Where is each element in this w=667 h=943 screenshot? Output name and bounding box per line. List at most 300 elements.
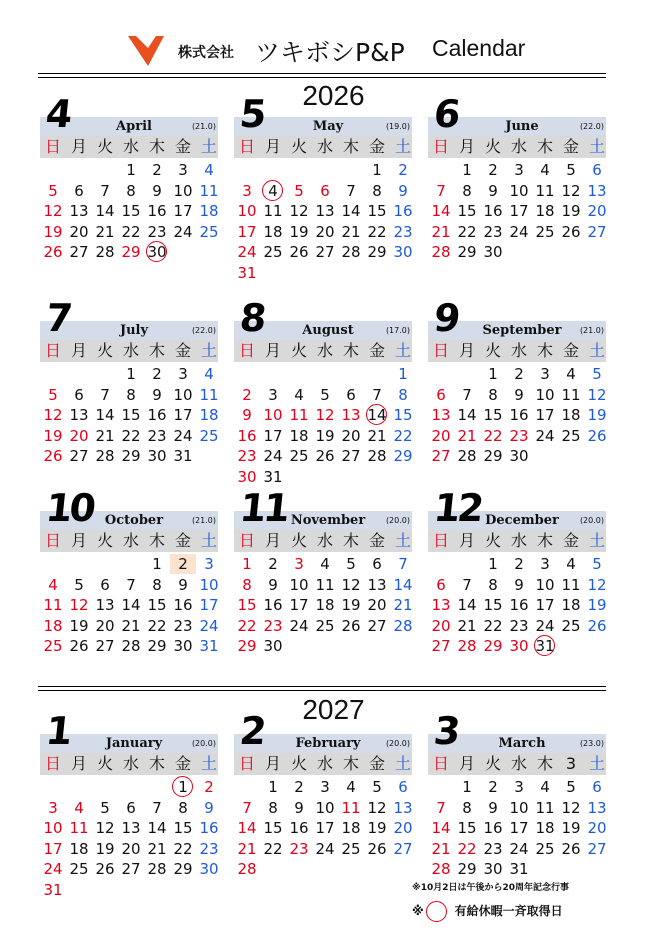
weekday-label: 土 (394, 137, 411, 156)
day-cell: 3 (540, 365, 550, 383)
day-cell: 23 (289, 839, 309, 858)
weekday-header (40, 340, 218, 362)
day-cell: 10 (263, 406, 283, 424)
brand-name: ツキボシP&P (255, 38, 405, 67)
weekday-label: 月 (458, 531, 475, 550)
day-cell: 21 (95, 426, 115, 445)
day-cell: 26 (289, 243, 309, 261)
day-cell: 22 (393, 426, 413, 445)
day-cell: 12 (367, 798, 387, 817)
day-cell: 16 (509, 596, 529, 614)
day-cell: 12 (289, 202, 309, 220)
weekday-label: 火 (290, 531, 307, 550)
day-cell: 22 (367, 222, 387, 241)
day-cell: 20 (393, 819, 413, 837)
weekday-label: 日 (432, 754, 449, 773)
day-cell: 8 (126, 181, 136, 200)
day-cell: 2 (294, 778, 304, 796)
day-cell: 16 (509, 406, 529, 424)
day-cell: 13 (393, 798, 413, 817)
weekday-label: 土 (588, 341, 605, 360)
month-april (40, 92, 228, 297)
day-cell: 14 (237, 819, 257, 837)
day-cell: 23 (199, 839, 219, 858)
working-days: (20.0) (579, 516, 604, 525)
weekday-label: 月 (70, 341, 87, 360)
day-cell: 28 (341, 243, 361, 261)
day-cell: 26 (561, 222, 581, 241)
day-cell: 7 (436, 181, 446, 200)
note-paid-leave-text: 有給休暇一斉取得日 (454, 904, 563, 918)
day-cell: 20 (587, 202, 607, 220)
month-number: 10 (43, 486, 96, 530)
day-cell: 17 (199, 596, 219, 614)
day-cell: 5 (372, 778, 382, 796)
day-cell: 2 (152, 161, 162, 179)
day-cell: 28 (147, 860, 167, 878)
day-cell: 19 (587, 596, 607, 614)
day-cell: 7 (398, 555, 408, 573)
weekday-label: 水 (316, 137, 333, 156)
weekday-label: 金 (174, 531, 191, 550)
weekday-label: 月 (70, 137, 87, 156)
day-cell: 11 (535, 181, 555, 200)
day-cell: 20 (315, 222, 335, 241)
weekday-label: 土 (200, 137, 217, 156)
note-mark: ※ (412, 904, 424, 918)
month-number: 8 (237, 296, 266, 340)
day-cell: 29 (173, 860, 193, 878)
day-cell: 14 (431, 202, 451, 220)
weekday-label: 金 (368, 531, 385, 550)
day-cell: 3 (514, 161, 524, 179)
weekday-label: 日 (238, 341, 255, 360)
weekday-label: 土 (200, 754, 217, 773)
day-cell: 31 (173, 447, 193, 465)
weekday-label: 月 (70, 531, 87, 550)
day-cell: 16 (173, 596, 193, 614)
day-cell: 26 (561, 839, 581, 858)
day-cell: 21 (457, 426, 477, 445)
day-cell: 23 (147, 222, 167, 241)
day-cell: 16 (393, 202, 413, 220)
day-cell: 14 (95, 406, 115, 424)
day-cell: 30 (199, 860, 219, 878)
day-cell: 19 (587, 406, 607, 424)
day-cell: 1 (462, 161, 472, 179)
day-cell: 14 (393, 575, 413, 594)
day-cell: 8 (268, 798, 278, 817)
day-cell: 3 (178, 161, 188, 179)
day-cell: 4 (566, 365, 576, 383)
working-days: (20.0) (191, 739, 216, 748)
weekday-label: 土 (394, 531, 411, 550)
month-june (428, 92, 616, 297)
month-name: July (119, 323, 149, 338)
weekday-label: 水 (510, 137, 527, 156)
month-name: March (498, 736, 546, 751)
day-cell: 7 (462, 385, 472, 404)
day-cell: 9 (294, 798, 304, 817)
paid-leave-circle (146, 241, 167, 262)
month-name: January (105, 736, 163, 751)
day-cell: 6 (100, 575, 110, 594)
company-prefix: 株式会社 (178, 45, 234, 61)
day-cell: 8 (178, 798, 188, 817)
day-cell: 17 (173, 406, 193, 424)
day-cell: 7 (152, 798, 162, 817)
day-cell: 22 (121, 222, 141, 241)
day-cell: 11 (341, 798, 361, 817)
weekday-header (234, 340, 412, 362)
day-cell: 27 (393, 839, 413, 858)
weekday-label: 火 (484, 137, 501, 156)
day-cell: 7 (372, 385, 382, 404)
day-cell: 18 (341, 819, 361, 837)
day-cell: 3 (320, 778, 330, 796)
day-cell: 25 (561, 426, 581, 445)
day-cell: 29 (393, 447, 413, 465)
day-cell: 25 (263, 243, 283, 261)
day-cell: 4 (346, 778, 356, 796)
day-cell: 19 (69, 616, 89, 635)
working-days: (21.0) (191, 516, 216, 525)
day-cell: 11 (199, 385, 219, 404)
day-cell: 10 (535, 385, 555, 404)
day-cell: 19 (315, 426, 335, 445)
day-cell: 20 (341, 426, 361, 445)
weekday-label: 火 (96, 341, 113, 360)
working-days: (22.0) (191, 326, 216, 335)
day-cell: 1 (462, 778, 472, 796)
day-cell: 13 (587, 798, 607, 817)
day-cell: 20 (587, 819, 607, 837)
weekday-header (40, 136, 218, 158)
day-cell: 24 (173, 222, 193, 241)
day-cell: 30 (237, 467, 257, 486)
day-cell: 20 (431, 616, 451, 635)
month-name: December (485, 513, 559, 528)
day-cell: 8 (462, 798, 472, 817)
day-cell: 23 (509, 616, 529, 635)
red-triangle-logo (126, 34, 166, 68)
day-cell: 27 (587, 839, 607, 858)
weekday-label: 木 (342, 754, 359, 773)
day-cell: 12 (315, 406, 335, 424)
day-cell: 21 (431, 222, 451, 241)
day-cell: 8 (126, 385, 136, 404)
day-cell: 28 (95, 243, 115, 261)
day-cell: 10 (509, 181, 529, 200)
note-paid-leave (412, 901, 563, 922)
weekday-label: 月 (458, 754, 475, 773)
day-cell: 27 (341, 447, 361, 465)
month-number: 4 (43, 92, 72, 136)
day-cell: 1 (126, 365, 136, 383)
day-cell: 23 (263, 616, 283, 635)
weekday-label: 金 (174, 754, 191, 773)
day-cell: 9 (488, 181, 498, 200)
day-cell: 9 (152, 385, 162, 404)
day-cell: 16 (237, 426, 257, 445)
working-days: (21.0) (579, 326, 604, 335)
day-cell: 3 (540, 555, 550, 573)
day-cell: 2 (488, 778, 498, 796)
day-cell: 22 (237, 616, 257, 635)
day-cell: 8 (242, 575, 252, 594)
day-cell: 30 (147, 447, 167, 465)
day-cell: 25 (199, 426, 219, 445)
month-name: November (290, 513, 366, 528)
working-days: (23.0) (579, 739, 604, 748)
day-cell: 27 (69, 243, 89, 261)
day-cell: 13 (587, 181, 607, 200)
day-cell: 25 (315, 616, 335, 635)
weekday-label: 水 (122, 341, 139, 360)
day-cell: 5 (566, 778, 576, 796)
month-january (40, 709, 228, 914)
month-august (234, 296, 422, 501)
weekday-label: 日 (238, 531, 255, 550)
day-cell: 20 (367, 596, 387, 614)
day-cell: 14 (457, 406, 477, 424)
day-cell: 28 (367, 447, 387, 465)
day-cell: 11 (289, 406, 309, 424)
weekday-label: 金 (368, 341, 385, 360)
day-cell: 18 (561, 406, 581, 424)
weekday-label: 月 (264, 754, 281, 773)
weekday-header (428, 753, 606, 775)
day-cell: 24 (535, 616, 555, 635)
day-cell: 10 (173, 181, 193, 200)
day-cell: 16 (263, 596, 283, 614)
day-cell: 8 (488, 575, 498, 594)
day-cell: 13 (95, 596, 115, 614)
day-cell: 3 (48, 798, 58, 817)
day-cell: 15 (393, 406, 413, 424)
weekday-header (40, 530, 218, 552)
day-cell: 23 (393, 222, 413, 241)
day-cell: 3 (294, 555, 304, 573)
day-cell: 15 (121, 202, 141, 220)
weekday-header (428, 340, 606, 362)
day-cell: 14 (457, 596, 477, 614)
day-cell: 29 (121, 243, 141, 261)
weekday-label: 木 (148, 137, 165, 156)
weekday-label: 日 (44, 137, 61, 156)
divider-top (38, 73, 606, 78)
weekday-label: 土 (588, 531, 605, 550)
day-cell: 6 (398, 778, 408, 796)
day-cell: 20 (69, 222, 89, 241)
day-cell: 18 (263, 222, 283, 241)
day-cell: 13 (121, 819, 141, 837)
day-cell: 10 (173, 385, 193, 404)
weekday-label: 金 (562, 137, 579, 156)
day-cell: 23 (173, 616, 193, 635)
day-cell: 8 (462, 181, 472, 200)
month-number: 2 (237, 709, 266, 753)
month-number: 11 (237, 486, 290, 530)
month-november (234, 486, 422, 691)
day-cell: 29 (367, 243, 387, 261)
weekday-label: 日 (238, 754, 255, 773)
day-cell: 22 (121, 426, 141, 445)
day-cell: 21 (147, 839, 167, 858)
working-days: (17.0) (385, 326, 410, 335)
weekday-label: 火 (484, 531, 501, 550)
day-cell: 4 (204, 365, 214, 383)
month-name: February (295, 736, 361, 751)
day-cell: 6 (592, 161, 602, 179)
day-cell: 3 (178, 365, 188, 383)
day-cell: 26 (43, 243, 63, 261)
weekday-label: 水 (122, 137, 139, 156)
day-cell: 21 (121, 616, 141, 635)
month-name: May (312, 119, 344, 134)
weekday-label: 木 (342, 531, 359, 550)
day-cell: 13 (367, 575, 387, 594)
day-cell: 24 (237, 243, 257, 261)
day-cell: 13 (315, 202, 335, 220)
day-cell: 4 (540, 778, 550, 796)
weekday-label: 水 (510, 531, 527, 550)
day-cell: 21 (457, 616, 477, 635)
weekday-label: 月 (458, 341, 475, 360)
weekday-label: 火 (96, 754, 113, 773)
weekday-label: 日 (44, 531, 61, 550)
working-days: (20.0) (385, 739, 410, 748)
day-cell: 17 (173, 202, 193, 220)
day-cell: 14 (95, 202, 115, 220)
day-cell: 5 (592, 365, 602, 383)
weekday-header (428, 136, 606, 158)
paid-leave-circle (366, 404, 387, 425)
day-cell: 22 (147, 616, 167, 635)
day-cell: 19 (561, 819, 581, 837)
day-cell: 19 (341, 596, 361, 614)
day-cell: 3 (514, 778, 524, 796)
weekday-label: 金 (174, 137, 191, 156)
day-cell: 2 (514, 365, 524, 383)
day-cell: 26 (95, 860, 115, 878)
day-cell: 5 (100, 798, 110, 817)
day-cell: 17 (535, 596, 555, 614)
month-name: October (104, 513, 164, 528)
day-cell: 24 (509, 839, 529, 858)
day-cell: 6 (74, 181, 84, 200)
weekday-label: 木 (148, 341, 165, 360)
weekday-header (234, 753, 412, 775)
day-cell: 26 (587, 616, 607, 635)
day-cell: 4 (540, 161, 550, 179)
day-cell: 22 (173, 839, 193, 858)
day-cell: 28 (95, 447, 115, 465)
day-cell: 9 (152, 181, 162, 200)
day-cell: 29 (147, 637, 167, 655)
day-cell: 26 (587, 426, 607, 445)
day-cell: 10 (509, 798, 529, 817)
day-cell: 26 (43, 447, 63, 465)
weekday-label: 水 (510, 341, 527, 360)
working-days: (21.0) (191, 122, 216, 131)
day-cell: 31 (535, 637, 555, 655)
day-cell: 15 (147, 596, 167, 614)
day-cell: 12 (69, 596, 89, 614)
day-cell: 6 (126, 798, 136, 817)
red-circle-icon (426, 901, 447, 922)
day-cell: 21 (237, 839, 257, 858)
day-cell: 29 (483, 637, 503, 655)
day-cell: 9 (514, 385, 524, 404)
day-cell: 27 (95, 637, 115, 655)
day-cell: 12 (95, 819, 115, 837)
day-cell: 5 (294, 181, 304, 200)
day-cell: 24 (43, 860, 63, 878)
day-cell: 3 (204, 555, 214, 573)
month-july (40, 296, 228, 501)
weekday-label: 水 (122, 754, 139, 773)
calendar-title: Calendar (432, 35, 526, 61)
day-cell: 1 (488, 365, 498, 383)
weekday-label: 火 (290, 754, 307, 773)
day-cell: 12 (561, 181, 581, 200)
month-name: June (505, 119, 539, 134)
day-cell: 20 (95, 616, 115, 635)
day-cell: 19 (95, 839, 115, 858)
weekday-label: 火 (96, 531, 113, 550)
day-cell: 14 (341, 202, 361, 220)
day-cell: 19 (367, 819, 387, 837)
month-number: 1 (43, 709, 72, 753)
day-cell: 24 (263, 447, 283, 465)
day-cell: 14 (121, 596, 141, 614)
day-cell: 2 (204, 778, 214, 796)
day-cell: 23 (483, 839, 503, 858)
day-cell: 12 (341, 575, 361, 594)
day-cell: 30 (147, 243, 167, 261)
day-cell: 7 (462, 575, 472, 594)
day-cell: 10 (237, 202, 257, 220)
day-cell: 22 (457, 222, 477, 241)
weekday-label: 水 (316, 341, 333, 360)
day-cell: 25 (43, 637, 63, 655)
day-cell: 1 (242, 555, 252, 573)
day-cell: 11 (535, 798, 555, 817)
day-cell: 11 (263, 202, 283, 220)
weekday-label: 水 (122, 531, 139, 550)
day-cell: 8 (152, 575, 162, 594)
day-cell: 21 (393, 596, 413, 614)
day-cell: 25 (535, 222, 555, 241)
working-days: (19.0) (385, 122, 410, 131)
month-number: 6 (431, 92, 460, 136)
weekday-header (40, 753, 218, 775)
month-number: 7 (43, 296, 72, 340)
working-days: (20.0) (385, 516, 410, 525)
weekday-label: 土 (200, 531, 217, 550)
weekday-label: 木 (536, 137, 553, 156)
day-cell: 5 (48, 385, 58, 404)
weekday-label: 木 (536, 754, 553, 773)
day-cell: 4 (204, 161, 214, 179)
day-cell: 31 (237, 263, 257, 282)
day-cell: 17 (263, 426, 283, 445)
day-cell: 18 (199, 406, 219, 424)
weekday-label: 火 (96, 137, 113, 156)
day-cell: 12 (587, 385, 607, 404)
weekday-label: 月 (70, 754, 87, 773)
